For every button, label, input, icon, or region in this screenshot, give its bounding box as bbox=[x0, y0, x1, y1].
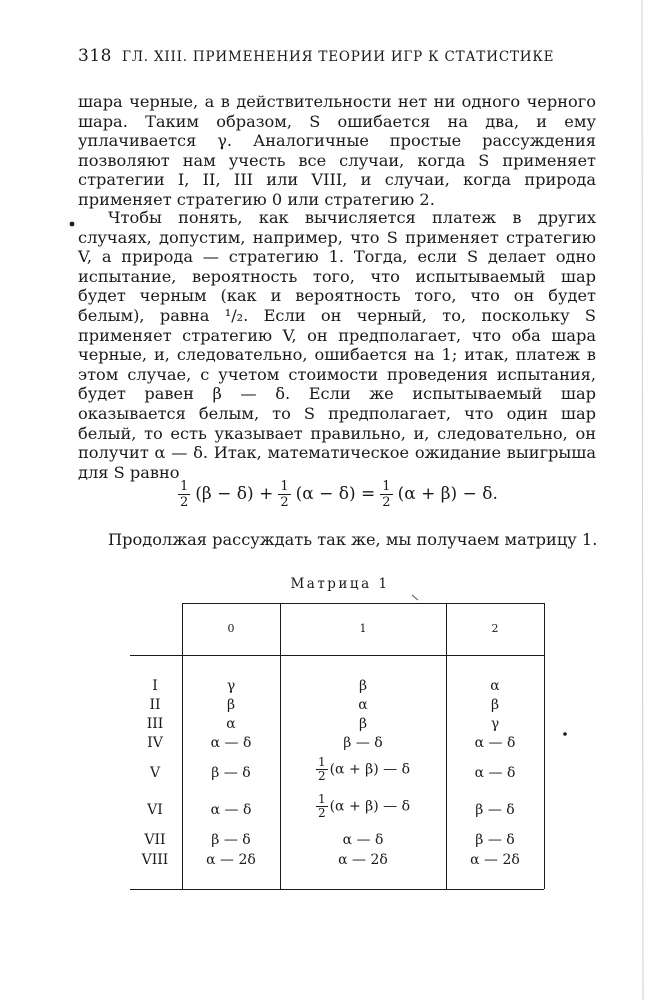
matrix-cell: β bbox=[358, 716, 368, 732]
ink-dot bbox=[70, 222, 75, 227]
matrix-cell: α — 2δ bbox=[338, 852, 388, 868]
paragraph-3: Продолжая рассуждать так же, мы получаем матрицу 1. bbox=[108, 530, 598, 549]
formula-fraction: $\frac{1}{2}$ bbox=[180, 478, 189, 510]
formula-fraction: $\frac{1}{2}$ bbox=[382, 478, 391, 510]
col-header-1: 1 bbox=[359, 622, 367, 635]
row-label: V bbox=[149, 765, 161, 781]
row-label: III bbox=[146, 716, 164, 732]
col-header-0: 0 bbox=[227, 622, 235, 635]
matrix-cell: α bbox=[226, 716, 236, 732]
matrix-cell: α — δ bbox=[210, 802, 252, 818]
cell-expression: (α + β) — δ bbox=[329, 761, 411, 778]
formula-term-1: (β − δ) + bbox=[195, 484, 274, 504]
formula-term-3: (α + β) − δ. bbox=[397, 484, 498, 504]
row-label: VIII bbox=[141, 852, 169, 868]
cell-fraction: $\frac{1}{2}$ bbox=[317, 755, 326, 783]
matrix-cell: β bbox=[358, 678, 368, 694]
matrix-cell: α — δ bbox=[210, 735, 252, 751]
matrix-cell: β — δ bbox=[343, 735, 383, 751]
running-title: ГЛ. XIII. ПРИМЕНЕНИЯ ТЕОРИИ ИГР К СТАТИСТИКЕ bbox=[121, 49, 555, 65]
row-label: VII bbox=[144, 832, 166, 848]
matrix-cell: α — δ bbox=[342, 832, 384, 848]
matrix-cell: β — δ bbox=[211, 832, 251, 848]
matrix-cell: β bbox=[226, 697, 236, 713]
matrix-cell: β — δ bbox=[211, 765, 251, 781]
scan-tick bbox=[412, 595, 418, 600]
row-label: I bbox=[152, 678, 158, 694]
formula-fraction: $\frac{1}{2}$ bbox=[280, 478, 289, 510]
matrix-cell: α bbox=[358, 697, 368, 713]
matrix-cell: γ bbox=[226, 678, 236, 694]
matrix-cell: α — 2δ bbox=[470, 852, 520, 868]
matrix-caption: Матрица 1 bbox=[290, 576, 390, 592]
col-header-2: 2 bbox=[491, 622, 499, 635]
page-number: 318 bbox=[78, 46, 112, 66]
row-label: IV bbox=[147, 735, 163, 751]
matrix-cell: β bbox=[490, 697, 500, 713]
matrix-cell: γ bbox=[490, 716, 500, 732]
matrix-cell: α — δ bbox=[474, 735, 516, 751]
row-label: II bbox=[149, 697, 161, 713]
paragraph-1-text: шара черные, а в действительности нет ни одного черного шара. Таким образом, S ошибается на два, и ему уплачивается γ. Аналогичные простые рассуждения позволяют нам учесть все случаи, когда S применяет стратегии I, II, III или VIII, и случаи, когда природа применяет стратегию 0 или стратегию 2. bbox=[78, 92, 596, 209]
cell-expression: (α + β) — δ bbox=[329, 798, 411, 815]
matrix-cell: β — δ bbox=[475, 832, 515, 848]
formula-term-2: (α − δ) = bbox=[295, 484, 376, 504]
scan-streak bbox=[642, 0, 643, 1000]
ink-dot bbox=[563, 732, 567, 736]
row-label: VI bbox=[147, 802, 163, 818]
matrix-cell: α — 2δ bbox=[206, 852, 256, 868]
matrix-cell: β — δ bbox=[475, 802, 515, 818]
matrix-cell: α — δ bbox=[474, 765, 516, 781]
matrix-cell: α bbox=[490, 678, 500, 694]
paragraph-2-text: Чтобы понять, как вычисляется платеж в других случаях, допустим, например, что S применяет стратегию V, а природа — стратегию 1. Тогда, если S делает одно испытание, вероятность того, что испытываемый шар будет черным (как и вероятность того, что он будет белым), равна ¹/₂. Если он черный, то, поскольку S применяет стратегию V, он предполагает, что оба шара черные, и, следовательно, ошибается на 1; итак, платеж в этом случае, с учетом стоимости проведения испытания, будет равен β — δ. Если же испытываемый шар оказывается белым, то S предполагает, что один шар белый, то есть указывает правильно, и, следовательно, он получит α — δ. Итак, математическое ожидание выигрыша для S равно bbox=[78, 208, 596, 482]
cell-fraction: $\frac{1}{2}$ bbox=[317, 792, 326, 820]
